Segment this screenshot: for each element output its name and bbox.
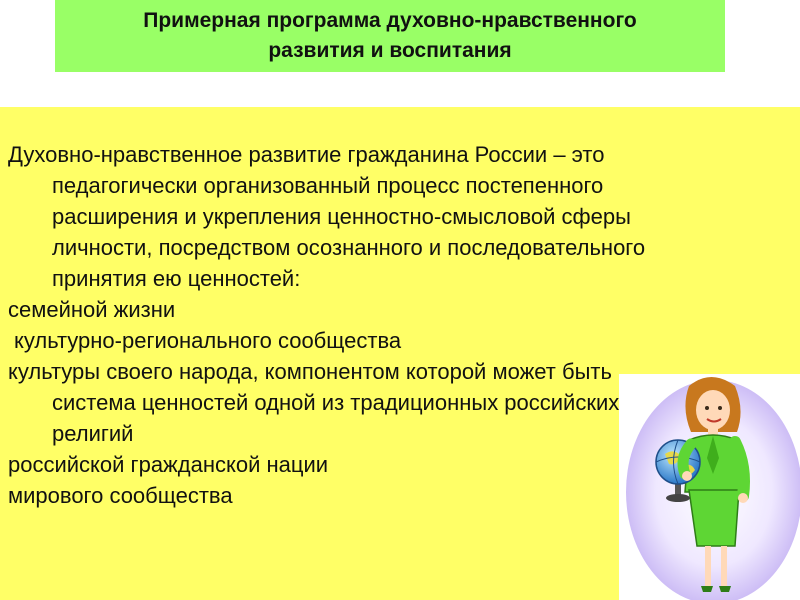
definition-line: педагогически организованный процесс постепенного <box>52 173 604 198</box>
value-item-family: семейной жизни <box>8 297 176 322</box>
slide-title-box <box>55 0 725 72</box>
teacher-with-globe-illustration <box>619 374 800 600</box>
slide-title-line-2: развития и воспитания <box>268 39 512 62</box>
slide-title <box>143 6 637 66</box>
face-shape <box>696 390 730 430</box>
value-item-line: культуры своего народа, компонентом которой может быть <box>8 359 612 384</box>
value-item-nation: российской гражданской нации <box>8 452 329 477</box>
definition-line: личности, посредством осознанного и последовательного <box>52 235 646 260</box>
slide-title-line-1: Примерная программа духовно-нравственного <box>143 9 637 32</box>
definition-line: расширения и укрепления ценностно-смысловой сферы <box>52 204 631 229</box>
definition-line: принятия ею ценностей: <box>52 266 301 291</box>
definition-line: Духовно-нравственное развитие гражданина России – это <box>8 142 605 167</box>
value-item-world: мирового сообщества <box>8 483 233 508</box>
value-item-regional: культурно-регионального сообщества <box>14 328 402 353</box>
skirt-shape <box>689 490 739 546</box>
value-item-line: система ценностей одной из традиционных российских <box>52 390 620 415</box>
value-item-line: религий <box>52 421 134 446</box>
definition-paragraph <box>8 139 798 294</box>
